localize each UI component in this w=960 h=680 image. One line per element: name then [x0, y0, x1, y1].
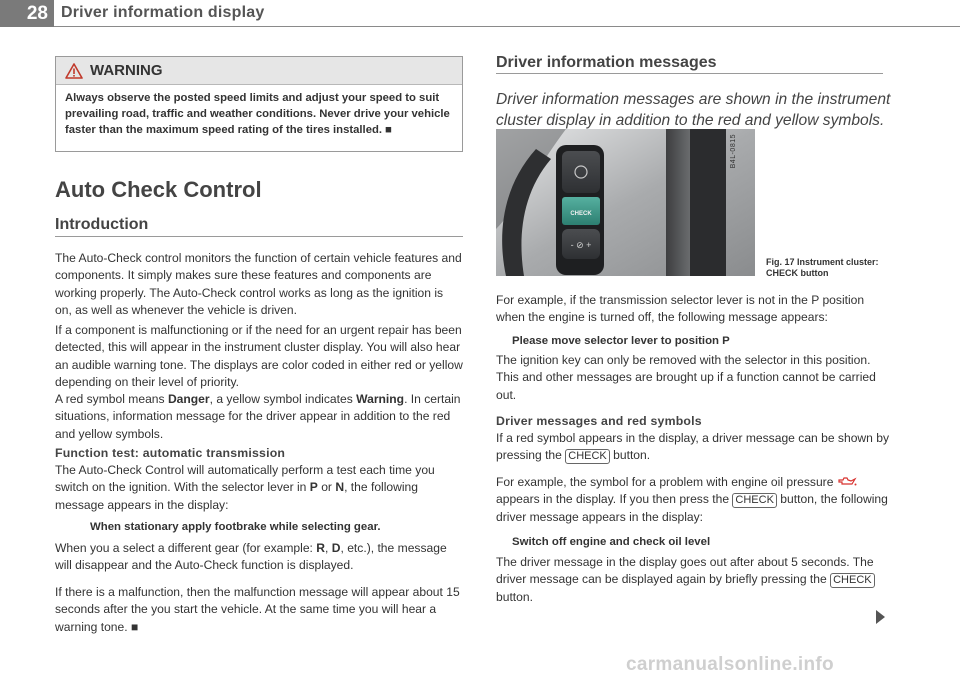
warning-text: Always observe the posted speed limits and adjust your speed to suit prevailing road, traffic and weather conditions. Never drive your vehicle faster than the maximum speed rating of the tires installed. ■: [65, 92, 450, 136]
heading-driver-messages: Driver messages and red symbols: [496, 414, 702, 428]
continue-arrow-icon: [876, 610, 885, 624]
malfunction-paragraph: If there is a malfunction, then the malfunction message will appear about 15 seconds after the you start the vehicle. At the same time you will hear a warning tone. ■: [55, 585, 460, 634]
subsection-title-messages: Driver information messages: [496, 54, 717, 71]
gear-d: D: [331, 541, 341, 555]
chapter-title: Driver information display: [61, 4, 265, 21]
instrument-cluster-figure: [496, 129, 755, 276]
page-number: 28: [0, 0, 54, 27]
warning-triangle-icon: [65, 63, 83, 79]
check-key: CHECK: [565, 449, 610, 464]
text-span: If a red symbol appears in the display, a driver message can be shown by pressing the: [496, 431, 890, 463]
gear-n: N: [335, 480, 345, 495]
gear-r: R: [316, 541, 326, 555]
warning-term: Warning: [356, 392, 405, 406]
text-span: button, the following driver message appears in the display:: [496, 492, 888, 524]
lead-paragraph: Driver information messages are shown in the instrument cluster display in addition to the red and yellow symbols.: [496, 91, 891, 129]
display-message-footbrake: When stationary apply footbrake while selecting gear.: [90, 521, 381, 533]
intro-paragraph-2: If a component is malfunctioning or if the need for an urgent repair has been detected, this will appear in the instrument cluster display. You will also hear an audible warning tone. The displays are color coded in either red or yellow depending on their level of priority.: [55, 323, 463, 389]
subsection-title-introduction: Introduction: [55, 216, 149, 233]
watermark: carmanualsonline.info: [626, 654, 834, 675]
subsection-divider: [496, 73, 883, 74]
heading-function-test: Function test: automatic transmission: [55, 446, 286, 460]
svg-text:- ⊘ +: - ⊘ +: [570, 240, 592, 250]
warning-label: WARNING: [90, 62, 163, 79]
text-span: , etc.), the message will disappear and the Auto-Check function is displayed.: [55, 541, 447, 573]
selector-paragraph: For example, if the transmission selector lever is not in the P position when the engine is turned off, the following message appears:: [496, 293, 865, 325]
text-span: A red symbol means: [55, 392, 168, 406]
gear-change-paragraph: [55, 540, 463, 575]
intro-paragraph-3: [55, 391, 463, 443]
text-span: button.: [609, 448, 651, 463]
intro-paragraph-1: The Auto-Check control monitors the function of certain vehicle features and components. It simply makes sure these features and components are working properly. The Auto-Check control works as long as the ignition is on, as well as whenever the vehicle is driven.: [55, 251, 462, 317]
text-span: The Auto-Check Control will automatically perform a test each time you switch on the ignition. With the selector lever in: [55, 463, 435, 495]
red-symbol-paragraph: [496, 430, 891, 465]
oil-can-icon: [837, 476, 857, 487]
oil-pressure-paragraph: [496, 474, 891, 526]
instrument-cluster-illustration: [496, 129, 755, 276]
danger-term: Danger: [167, 392, 210, 406]
warning-header: [56, 57, 462, 85]
gear-p: P: [309, 480, 318, 495]
text-span: , the following message appears in the display:: [55, 480, 419, 512]
section-title: Auto Check Control: [55, 177, 262, 202]
subsection-divider: [55, 236, 463, 237]
function-test-paragraph: [55, 462, 463, 514]
text-span: . In certain situations, information message for the driver appear in addition to the red and yellow symbols.: [55, 392, 461, 441]
text-span: For example, the symbol for a problem with engine oil pressure: [496, 475, 837, 489]
figure-caption: Fig. 17 Instrument cluster: CHECK button: [766, 257, 879, 278]
display-message-oil: Switch off engine and check oil level: [512, 536, 711, 548]
page-header: [0, 0, 960, 30]
text-span: When you a select a different gear (for example:: [55, 541, 317, 555]
ignition-key-paragraph: The ignition key can only be removed with the selector in this position. This and other messages are brought up if a function cannot be carried out.: [496, 353, 876, 402]
text-span: , a yellow symbol indicates: [209, 392, 357, 406]
check-key: CHECK: [830, 573, 875, 588]
text-span: The driver message in the display goes out after about 5 seconds. The driver message can be displayed again by briefly pressing the: [496, 555, 874, 587]
message-timeout-paragraph: [496, 554, 891, 606]
warning-box: [55, 56, 463, 152]
check-key: CHECK: [732, 493, 777, 508]
text-span: ,: [325, 541, 332, 555]
text-span: or: [317, 480, 336, 495]
header-divider: [54, 26, 960, 27]
check-button-label: CHECK: [570, 211, 592, 217]
text-span: button.: [496, 589, 533, 604]
figure-code: B4L-0815: [730, 134, 737, 169]
display-message-selector: Please move selector lever to position P: [512, 335, 730, 347]
text-span: appears in the display. If you then press the: [496, 492, 733, 507]
